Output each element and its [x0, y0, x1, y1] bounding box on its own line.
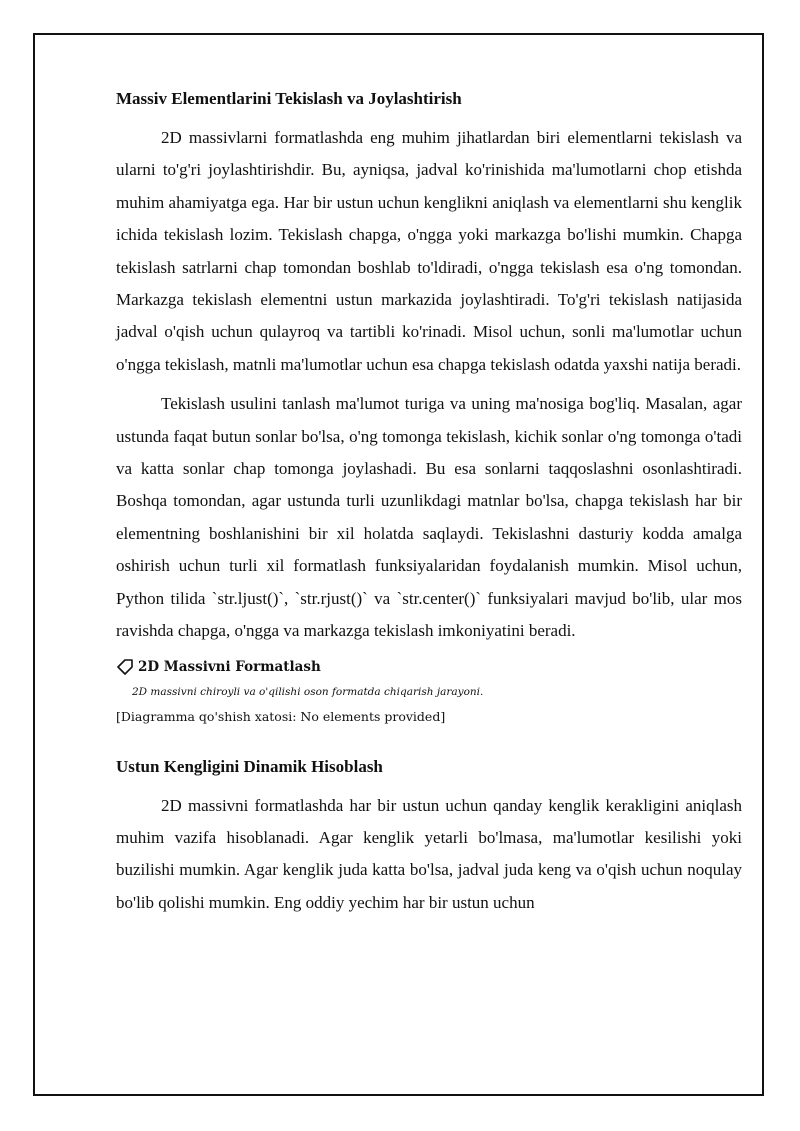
tag-icon: [116, 658, 134, 676]
diagram-error-message: [Diagramma qo'shish xatosi: No elements provided]: [116, 708, 446, 724]
diagram-caption: 2D massivni chiroyli va o'qilishi oson formatda chiqarish jarayoni.: [132, 685, 484, 698]
section-heading-column-width: Ustun Kengligini Dinamik Hisoblash: [116, 756, 383, 776]
paragraph-alignment-method: Tekislash usulini tanlash ma'lumot turiga va uning ma'nosiga bog'liq. Masalan, agar ustunda faqat butun sonlar bo'lsa, o'ng tomonga tekislash, kichik sonlar o'ng tomonga o'tadi va katta sonlar chap tomonga joylashadi. Bu esa sonlarni taqqoslashni osonlashtiradi. Boshqa tomondan, agar ustunda turli uzunlikdagi matnlar bo'lsa, chapga tekislash har bir elementning boshlanishini bir xil holatda saqlaydi. Tekislashni dasturiy kodda amalga oshirish uchun turli xil formatlash funksiyalaridan foydalanish mumkin. Misol uchun, Python tilida `str.ljust()`, `str.rjust()` va `str.center()` funksiyalari mavjud bo'lib, ular mos ravishda chapga, o'ngga va markazga tekislash imkoniyatini beradi.: [116, 394, 742, 641]
diagram-block: [116, 654, 742, 728]
section-heading-alignment: Massiv Elementlarini Tekislash va Joylashtirish: [116, 89, 462, 108]
diagram-title-row: [116, 654, 742, 680]
paragraph-alignment-intro: 2D massivlarni formatlashda eng muhim jihatlardan biri elementlarni tekislash va ularni to'g'ri joylashtirishdir. Bu, ayniqsa, jadval ko'rinishida ma'lumotlarni chop etishda muhim ahamiyatga ega. Har bir ustun uchun kenglikni aniqlash va elementlarni shu kenglik ichida tekislash lozim. Tekislash chapga, o'ngga yoki markazga bo'lishi mumkin. Chapga tekislash satrlarni chap tomondan boshlab to'ldiradi, o'ngga tekislash esa o'ng tomondan. Markazga tekislash elementni ustun markazida joylashtiradi. To'g'ri tekislash natijasida jadval o'qish uchun qulayroq va tartibli ko'rinadi. Misol uchun, sonli ma'lumotlar uchun o'ngga tekislash, matnli ma'lumotlar uchun esa chapga tekislash odatda yaxshi natija beradi.: [116, 128, 742, 374]
paragraph-column-width: 2D massivni formatlashda har bir ustun uchun qanday kenglik kerakligini aniqlash muhim vazifa hisoblanadi. Agar kenglik yetarli bo'lmasa, ma'lumotlar kesilishi yoki buzilishi mumkin. Agar kenglik juda katta bo'lsa, jadval juda keng va o'qish uchun noqulay bo'lib qolishi mumkin. Eng oddiy yechim har bir ustun uchun: [116, 795, 742, 912]
diagram-title: 2D Massivni Formatlash: [138, 658, 321, 675]
document-body: [116, 86, 742, 919]
